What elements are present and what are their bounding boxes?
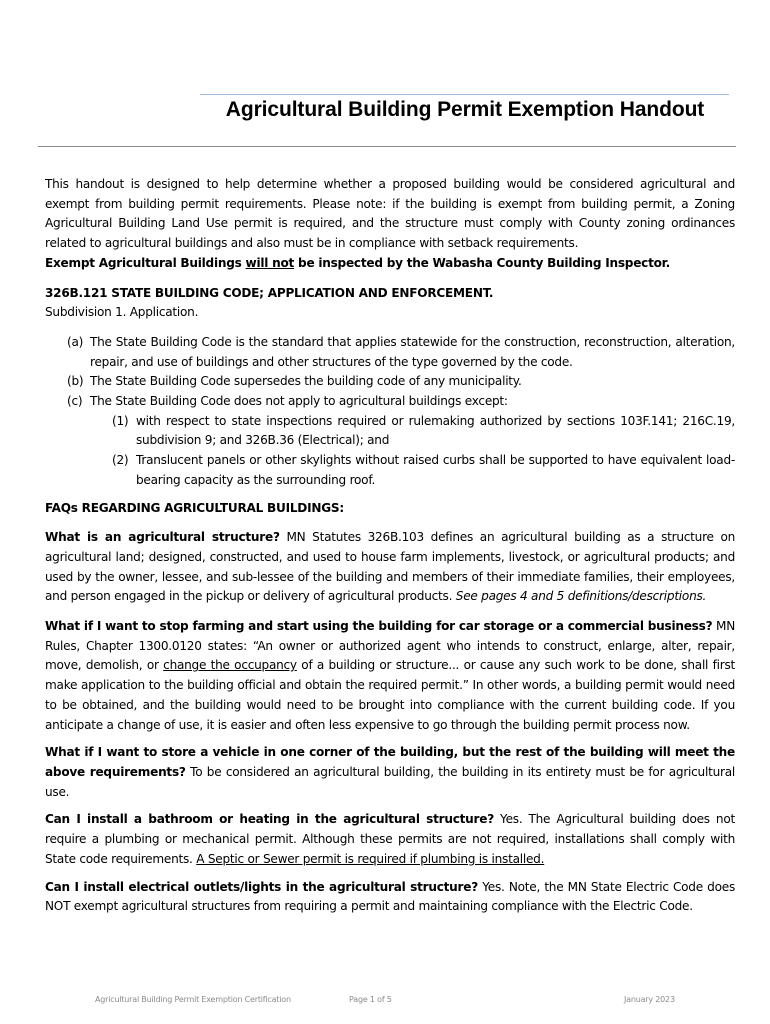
faq-answer: To be considered an agricultural building, the building in its entirety must be for agricultural use. — [45, 764, 735, 799]
faq-underlined: change the occupancy — [163, 658, 297, 673]
page-title: Agricultural Building Permit Exemption Handout — [225, 98, 705, 121]
faq-item — [45, 617, 735, 735]
notice-before: Exempt Agricultural Buildings — [45, 255, 246, 270]
footer-doc-name: Agricultural Building Permit Exemption Certification — [95, 995, 291, 1004]
statute-list — [45, 333, 735, 491]
faq-answer: MN Rules, Chapter 1300.0120 states: “An owner or authorized agent who intends to construct, enlarge, alter, repair, move, demolish, or — [45, 619, 735, 673]
faq-answer: MN Statutes 326B.103 defines an agricultural building as a structure on agricultural land; designed, constructed, and used to house farm implements, livestock, or agricultural products; and used by the owner, lessee, and sub-lessee of the building and members of their immediate families, their employees, and person engaged in the pickup or delivery of agricultural products. — [45, 530, 736, 604]
statute-subdivision: Subdivision 1. Application. — [45, 305, 199, 320]
faq-answer: Yes. The Agricultural building does not require a plumbing or mechanical permit. Although these permits are not required, installations shall comply with State code requirements. — [45, 812, 735, 866]
sublist-marker: (2) — [112, 453, 129, 468]
notice-after: be inspected by the Wabasha County Building Inspector. — [294, 255, 670, 270]
faq-underlined: A Septic or Sewer permit is required if plumbing is installed. — [196, 851, 545, 866]
sublist-item — [45, 412, 735, 451]
list-marker: (c) — [67, 394, 83, 409]
list-marker: (b) — [67, 374, 84, 389]
list-item — [45, 372, 735, 392]
footer-page-number: Page 1 of 5 — [349, 995, 392, 1004]
footer-date: January 2023 — [624, 995, 675, 1004]
title-divider — [38, 146, 736, 147]
faq-item — [45, 810, 735, 869]
faq-heading: FAQs REGARDING AGRICULTURAL BUILDINGS: — [45, 500, 344, 515]
intro-paragraph: This handout is designed to help determine whether a proposed building would be considered agricultural and exempt from building permit requirements. Please note: if the building is exempt from building permit, a Zoning Agricultural Building Land Use permit is required, and the structure must comply with County zoning ordinances related to agricultural buildings and also must be in compliance with setback requirements. — [45, 177, 735, 251]
inspection-notice — [45, 254, 735, 274]
faq-note: See pages 4 and 5 definitions/descriptions. — [455, 589, 707, 604]
list-item — [45, 392, 735, 412]
faq-item — [45, 743, 735, 802]
sublist-marker: (1) — [112, 413, 129, 428]
sublist-item — [45, 451, 735, 490]
faq-answer-cont: of a building or structure... or cause any such work to be done, shall first make application to the building official and obtain the required permit.” In other words, a building permit would need to be obtained, and the building would need to be brought into compliance with the current building code. If you anticipate a change of use, it is easier and often less expensive to go through the building permit process now. — [45, 658, 735, 732]
faq-question: Can I install electrical outlets/lights in the agricultural structure? — [45, 879, 478, 894]
statute-heading: 326B.121 STATE BUILDING CODE; APPLICATION AND ENFORCEMENT. — [45, 285, 494, 300]
list-marker: (a) — [67, 334, 84, 349]
document-body — [45, 175, 735, 917]
faq-item — [45, 878, 735, 917]
list-text: The State Building Code is the standard that applies statewide for the construction, reconstruction, alteration, repair, and use of buildings and other structures of the type governed by the code. — [90, 334, 735, 369]
list-text: The State Building Code does not apply to agricultural buildings except: — [90, 394, 508, 409]
title-top-rule — [200, 94, 729, 95]
faq-question: What if I want to stop farming and start using the building for car storage or a commercial business? — [45, 619, 713, 634]
faq-question: What is an agricultural structure? — [45, 530, 280, 545]
list-text: The State Building Code supersedes the building code of any municipality. — [90, 374, 522, 389]
notice-emphasis: will not — [245, 255, 295, 270]
faq-question: Can I install a bathroom or heating in the agricultural structure? — [45, 812, 494, 827]
list-item — [45, 333, 735, 372]
faq-item — [45, 528, 735, 607]
faq-answer: Yes. Note, the MN State Electric Code does NOT exempt agricultural structures from requiring a permit and maintaining compliance with the Electric Code. — [45, 879, 735, 914]
faq-question: What if I want to store a vehicle in one corner of the building, but the rest of the building will meet the above requirements? — [45, 745, 735, 779]
sublist-text: Translucent panels or other skylights without raised curbs shall be supported to have equivalent load-bearing capacity as the surrounding roof. — [136, 453, 735, 487]
sublist-text: with respect to state inspections required or rulemaking authorized by sections 103F.141; 216C.19, subdivision 9; and 326B.36 (Electrical); and — [136, 413, 735, 448]
